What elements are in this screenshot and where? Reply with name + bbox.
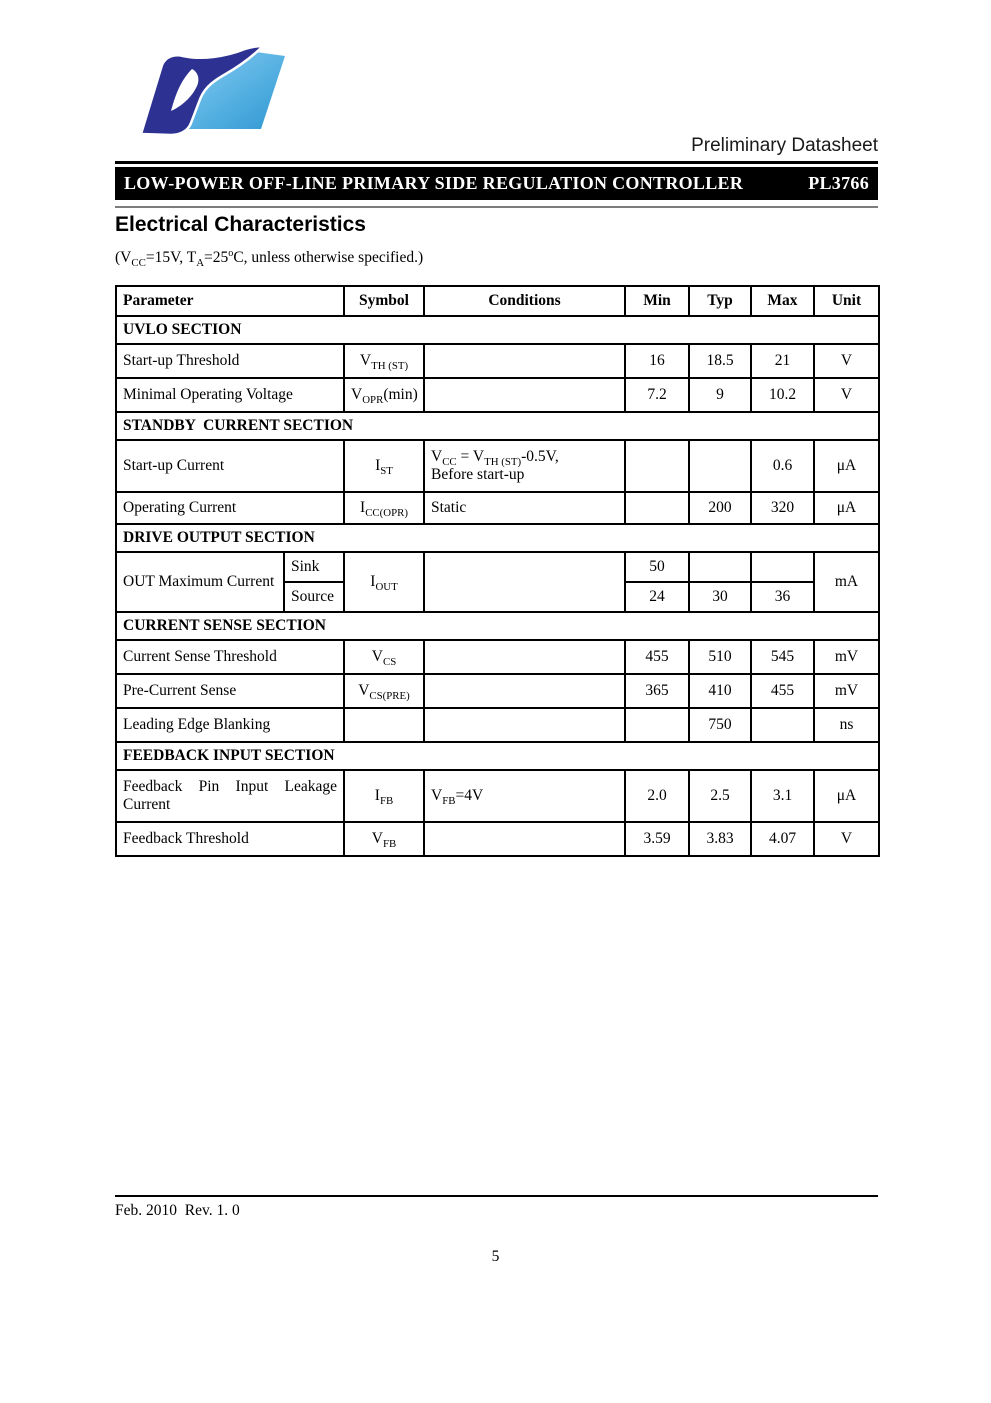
conditions-cell xyxy=(424,552,625,612)
typ-cell: 200 xyxy=(689,492,751,524)
table-row xyxy=(116,344,879,378)
test-conditions-note: ($V_{CC}=15V$, $T_A=25^oC$, unless otherwise specified.) xyxy=(115,247,424,270)
document-title: LOW-POWER OFF-LINE PRIMARY SIDE REGULATION CONTROLLER xyxy=(124,173,744,193)
table-row xyxy=(116,674,879,708)
unit-cell: V xyxy=(814,822,879,856)
section-row-current-sense xyxy=(116,612,879,640)
parameter-cell: Current Sense Threshold xyxy=(116,640,344,674)
min-cell: 7.2 xyxy=(625,378,689,412)
table-row xyxy=(116,492,879,524)
section-title-standby: STANDBY CURRENT SECTION xyxy=(116,412,879,440)
title-bar xyxy=(115,167,878,200)
conditions-cell xyxy=(424,674,625,708)
conditions-cell xyxy=(424,708,625,742)
parameter-cell: Leading Edge Blanking xyxy=(116,708,344,742)
conditions-cell xyxy=(424,640,625,674)
unit-cell: V xyxy=(814,378,879,412)
conditions-cell xyxy=(424,344,625,378)
max-cell: 3.1 xyxy=(751,770,814,822)
min-cell: 3.59 xyxy=(625,822,689,856)
section-title-uvlo: UVLO SECTION xyxy=(116,316,879,344)
sub-row-label-sink: Sink xyxy=(284,552,344,582)
unit-cell: μA xyxy=(814,492,879,524)
symbol-cell: $V_{FB}$ xyxy=(344,822,424,856)
min-cell: 16 xyxy=(625,344,689,378)
table-row xyxy=(116,640,879,674)
gray-rule xyxy=(115,206,878,208)
table-header-row xyxy=(116,286,879,316)
typ-cell: 3.83 xyxy=(689,822,751,856)
conditions-cell: $V_{FB}=4V$ xyxy=(424,770,625,822)
conditions-cell xyxy=(424,822,625,856)
typ-cell: 750 xyxy=(689,708,751,742)
unit-cell: μA xyxy=(814,770,879,822)
unit-cell: μA xyxy=(814,440,879,492)
footer-rule xyxy=(115,1195,878,1197)
symbol-cell: $V_{CS}$ xyxy=(344,640,424,674)
col-header-parameter: Parameter xyxy=(116,286,344,316)
table-row xyxy=(116,822,879,856)
typ-cell xyxy=(689,440,751,492)
unit-cell: ns xyxy=(814,708,879,742)
col-header-typ: Typ xyxy=(689,286,751,316)
section-title-current-sense: CURRENT SENSE SECTION xyxy=(116,612,879,640)
parameter-cell: Feedback Pin Input Leakage Current xyxy=(116,770,344,822)
conditions-cell: $V_{CC} = V_{TH (ST)}-0.5V$, Before start-up xyxy=(424,440,625,492)
min-cell: 455 xyxy=(625,640,689,674)
max-cell: 545 xyxy=(751,640,814,674)
symbol-cell: $V_{CS(PRE)}$ xyxy=(344,674,424,708)
symbol-cell: $I_{FB}$ xyxy=(344,770,424,822)
max-cell: 36 xyxy=(751,582,814,612)
max-cell: 10.2 xyxy=(751,378,814,412)
symbol-cell: $V_{OPR}(\min)$ xyxy=(344,378,424,412)
symbol-cell: $V_{TH (ST)}$ xyxy=(344,344,424,378)
typ-cell: 2.5 xyxy=(689,770,751,822)
company-logo-icon xyxy=(135,45,287,135)
table-row xyxy=(116,440,879,492)
symbol-cell: $I_{CC(OPR)}$ xyxy=(344,492,424,524)
conditions-cell: Static xyxy=(424,492,625,524)
min-cell: 24 xyxy=(625,582,689,612)
section-row-drive-output xyxy=(116,524,879,552)
unit-cell: mV xyxy=(814,674,879,708)
typ-cell xyxy=(689,552,751,582)
page-title: Electrical Characteristics xyxy=(115,213,366,236)
typ-cell: 18.5 xyxy=(689,344,751,378)
unit-cell: mV xyxy=(814,640,879,674)
min-cell: 50 xyxy=(625,552,689,582)
section-title-drive-output: DRIVE OUTPUT SECTION xyxy=(116,524,879,552)
typ-cell: 410 xyxy=(689,674,751,708)
electrical-characteristics-table xyxy=(115,285,880,857)
min-cell: 2.0 xyxy=(625,770,689,822)
symbol-cell: $I_{ST}$ xyxy=(344,440,424,492)
min-cell: 365 xyxy=(625,674,689,708)
revision-label: Feb. 2010 Rev. 1. 0 xyxy=(115,1202,240,1219)
table-row xyxy=(116,378,879,412)
parameter-cell: Operating Current xyxy=(116,492,344,524)
table-row xyxy=(116,770,879,822)
parameter-cell: Minimal Operating Voltage xyxy=(116,378,344,412)
col-header-unit: Unit xyxy=(814,286,879,316)
col-header-min: Min xyxy=(625,286,689,316)
unit-cell: mA xyxy=(814,552,879,612)
max-cell: 320 xyxy=(751,492,814,524)
parameter-cell: Feedback Threshold xyxy=(116,822,344,856)
table-row xyxy=(116,708,879,742)
min-cell xyxy=(625,492,689,524)
min-cell xyxy=(625,440,689,492)
part-number: PL3766 xyxy=(808,173,869,193)
col-header-symbol: Symbol xyxy=(344,286,424,316)
symbol-cell: $I_{OUT}$ xyxy=(344,552,424,612)
section-row-standby xyxy=(116,412,879,440)
conditions-cell xyxy=(424,378,625,412)
parameter-cell: Pre-Current Sense xyxy=(116,674,344,708)
typ-cell: 30 xyxy=(689,582,751,612)
max-cell xyxy=(751,552,814,582)
typ-cell: 510 xyxy=(689,640,751,674)
page-number: 5 xyxy=(491,1248,500,1265)
section-row-feedback xyxy=(116,742,879,770)
col-header-max: Max xyxy=(751,286,814,316)
top-rule xyxy=(115,161,878,164)
parameter-cell: OUT Maximum Current xyxy=(116,552,284,612)
typ-cell: 9 xyxy=(689,378,751,412)
col-header-conditions: Conditions xyxy=(424,286,625,316)
max-cell xyxy=(751,708,814,742)
max-cell: 455 xyxy=(751,674,814,708)
min-cell xyxy=(625,708,689,742)
max-cell: 4.07 xyxy=(751,822,814,856)
unit-cell: V xyxy=(814,344,879,378)
symbol-cell xyxy=(344,708,424,742)
parameter-cell: Start-up Current xyxy=(116,440,344,492)
parameter-cell: Start-up Threshold xyxy=(116,344,344,378)
section-title-feedback: FEEDBACK INPUT SECTION xyxy=(116,742,879,770)
max-cell: 0.6 xyxy=(751,440,814,492)
max-cell: 21 xyxy=(751,344,814,378)
table-row xyxy=(116,552,879,582)
sub-row-label-source: Source xyxy=(284,582,344,612)
section-row-uvlo xyxy=(116,316,879,344)
preliminary-datasheet-label: Preliminary Datasheet xyxy=(691,135,878,156)
